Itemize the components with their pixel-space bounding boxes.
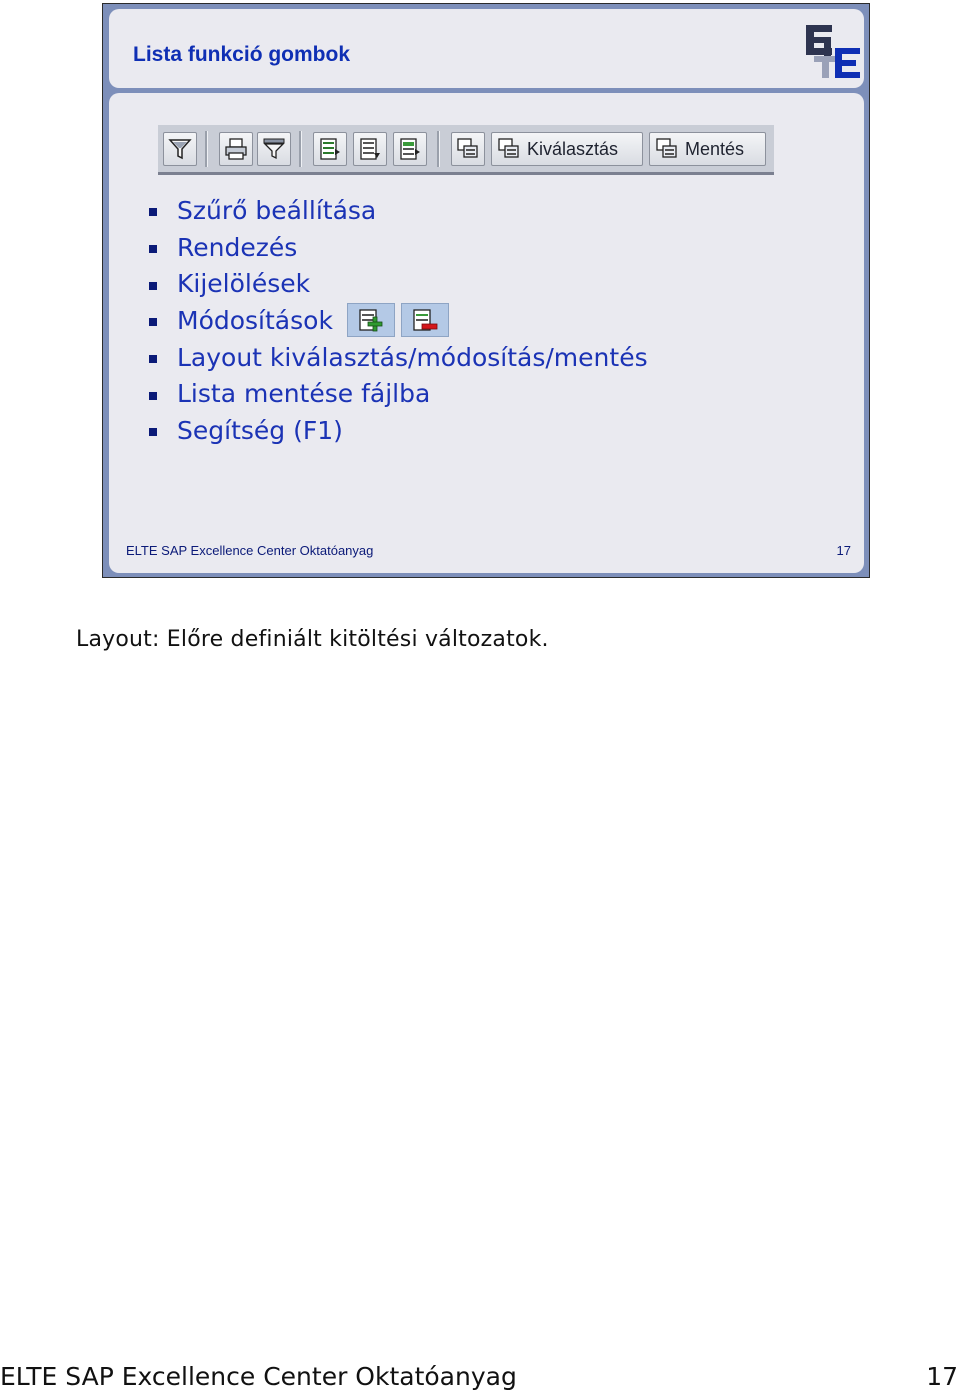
slide-number: 17: [836, 543, 851, 558]
bullet-text: Rendezés: [177, 232, 298, 262]
select-list-down-button[interactable]: [353, 132, 387, 166]
bullet-square-icon: [149, 282, 157, 290]
bullet-item: [149, 375, 648, 412]
slide-header: [109, 9, 864, 88]
add-row-button[interactable]: [347, 303, 395, 337]
bullet-square-icon: [149, 392, 157, 400]
sort-icon: [262, 137, 286, 161]
bullet-text: Szűrő beállítása: [177, 195, 377, 225]
slide: [102, 3, 870, 578]
bullet-item: [149, 229, 648, 266]
layout-save-button[interactable]: [649, 132, 766, 166]
bullet-item: [149, 412, 648, 449]
bullet-square-icon: [149, 355, 157, 363]
filter-button[interactable]: [163, 132, 197, 166]
bullet-item: [149, 302, 648, 339]
bullet-text: Módosítások: [177, 305, 333, 335]
bullet-item: [149, 339, 648, 376]
layout-icon: [456, 137, 480, 161]
bullet-list: [149, 192, 648, 449]
print-button[interactable]: [219, 132, 253, 166]
select-list-green-button[interactable]: [393, 132, 427, 166]
toolbar-separator: [299, 131, 302, 167]
bullet-text: Segítség (F1): [177, 415, 343, 445]
delete-row-button[interactable]: [401, 303, 449, 337]
print-icon: [224, 137, 248, 161]
slide-title: Lista funkció gombok: [133, 43, 351, 66]
speaker-note: Layout: Előre definiált kitöltési változatok.: [76, 627, 549, 652]
layout-choose-label: Kiválasztás: [527, 138, 619, 159]
select-list-icon: [318, 137, 342, 161]
bullet-text: Layout kiválasztás/módosítás/mentés: [177, 342, 648, 372]
bullet-square-icon: [149, 428, 157, 436]
layout-save-label: Mentés: [685, 138, 745, 159]
slide-footer: ELTE SAP Excellence Center Oktatóanyag: [126, 543, 374, 558]
page-number: 17: [926, 1362, 958, 1391]
slide-body: [109, 93, 864, 573]
layout-save-icon: [655, 137, 679, 161]
bullet-square-icon: [149, 208, 157, 216]
delete-row-icon: [412, 308, 438, 332]
select-list-button[interactable]: [313, 132, 347, 166]
elte-logo: [804, 23, 864, 81]
bullet-text: Kijelölések: [177, 269, 311, 299]
toolbar-separator: [205, 131, 208, 167]
alv-toolbar: [158, 125, 774, 175]
select-list-green-icon: [398, 137, 422, 161]
toolbar-separator: [437, 131, 440, 167]
bullet-text: Lista mentése fájlba: [177, 379, 431, 409]
sort-button[interactable]: [257, 132, 291, 166]
layout-choose-button[interactable]: [491, 132, 643, 166]
bullet-item: [149, 192, 648, 229]
layout-choose-icon: [497, 137, 521, 161]
filter-icon: [168, 137, 192, 161]
bullet-item: [149, 265, 648, 302]
add-row-icon: [358, 308, 384, 332]
bullet-square-icon: [149, 318, 157, 326]
select-list-down-icon: [358, 137, 382, 161]
layout-button[interactable]: [451, 132, 485, 166]
page-footer: ELTE SAP Excellence Center Oktatóanyag: [0, 1362, 517, 1391]
bullet-square-icon: [149, 245, 157, 253]
